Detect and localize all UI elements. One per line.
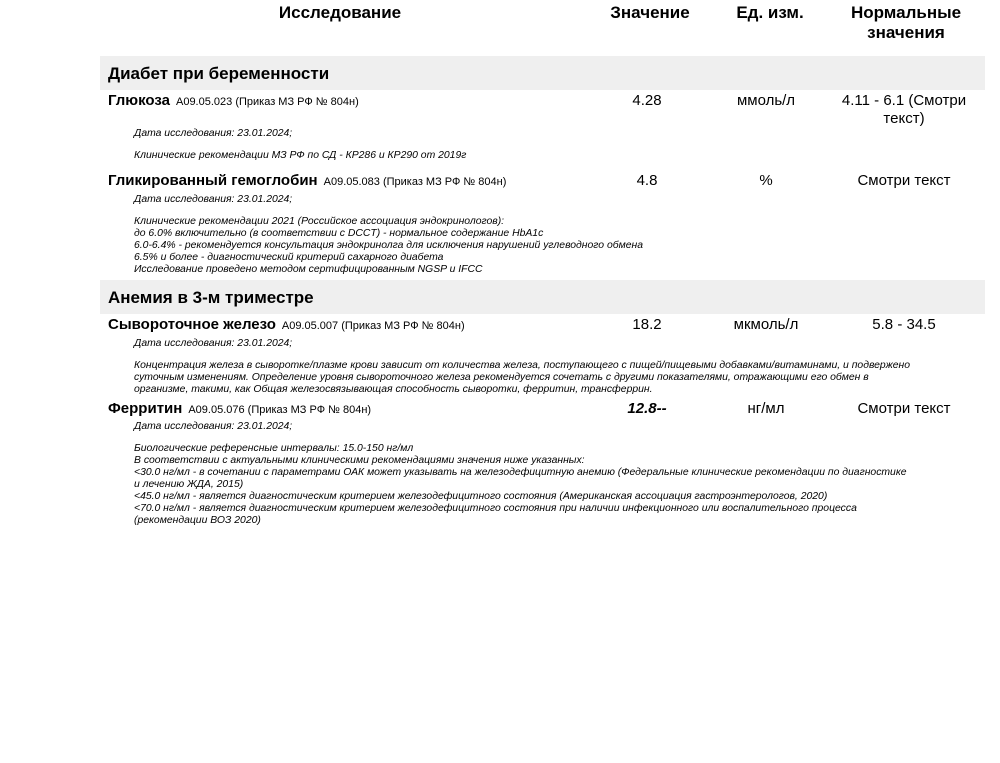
serum-iron-value: 18.2	[632, 316, 662, 333]
note-line: В соответствии с актуальными клиническими рекомендациями значения ниже указанных:	[134, 455, 585, 466]
note-line: до 6.0% включительно (в соответствии с DCCT) - нормальное содержание HbA1c	[134, 228, 544, 239]
ferritin-value: 12.8--	[627, 400, 667, 417]
serum-iron-date: Дата исследования: 23.01.2024;	[134, 338, 293, 349]
note-line: <70.0 нг/мл - является диагностическим критерием железодефицитного состояния при наличии инфекционного или воспалительного процесса	[134, 503, 857, 514]
test-title: Гликированный гемоглобин	[108, 172, 318, 189]
glucose-note: Клинические рекомендации МЗ РФ по СД - КР286 и КР290 от 2019г	[134, 150, 467, 161]
note-line: Клинические рекомендации 2021 (Российское ассоциация эндокринологов):	[134, 216, 505, 227]
note-line: <45.0 нг/мл - является диагностическим критерием железодефицитного состояния (Американская ассоциация гастроэнтерологов, 2020)	[134, 491, 828, 502]
glucose-norm-line2: текст)	[883, 110, 925, 127]
test-name-glucose	[108, 92, 359, 111]
hba1c-unit: %	[759, 172, 773, 189]
note-line: Биологические референсные интервалы: 15.0-150 нг/мл	[134, 443, 414, 454]
glucose-unit: ммоль/л	[736, 92, 796, 109]
test-name-ferritin	[108, 400, 371, 419]
glucose-value: 4.28	[632, 92, 662, 109]
note-line: Концентрация железа в сыворотке/плазме крови зависит от количества железа, поступающего с пищей/пищевыми добавками/витаминами, и подвержено	[134, 360, 911, 371]
test-title: Ферритин	[108, 400, 183, 417]
glucose-norm-line1: 4.11 - 6.1 (Смотри	[841, 92, 967, 109]
ferritin-notes	[134, 443, 984, 527]
note-line: суточным изменениям. Определение уровня сывороточного железа рекомендуется сочетать с другими показателями, отражающими его обмен в	[134, 372, 869, 383]
header-unit-column: Ед. изм.	[736, 3, 804, 22]
ferritin-norm: Смотри текст	[857, 400, 951, 417]
note-line: организме, такими, как Общая железосвязывающая способность сыворотки, ферритин, трансферрин.	[134, 384, 653, 395]
header-norm-line2: значения	[867, 23, 945, 42]
test-code: A09.05.076 (Приказ МЗ РФ № 804н)	[188, 404, 372, 416]
glucose-norm	[826, 92, 982, 128]
glucose-date: Дата исследования: 23.01.2024;	[134, 128, 293, 139]
ferritin-date: Дата исследования: 23.01.2024;	[134, 421, 293, 432]
test-code: A09.05.023 (Приказ МЗ РФ № 804н)	[175, 96, 359, 108]
test-code: A09.05.007 (Приказ МЗ РФ № 804н)	[281, 320, 465, 332]
serum-iron-notes	[134, 360, 984, 396]
note-line: <30.0 нг/мл - в сочетании с параметрами ОАК может указывать на железодефицитную анемию (Федеральные клинические рекомендации по диагностике	[134, 467, 907, 478]
header-norm-line1: Нормальные	[850, 3, 962, 22]
header-value-column: Значение	[610, 3, 690, 22]
note-line: 6.5% и более - диагностический критерий сахарного диабета	[134, 252, 444, 263]
test-name-serum-iron	[108, 316, 465, 335]
serum-iron-norm: 5.8 - 34.5	[872, 316, 936, 333]
section-title-diabetes: Диабет при беременности	[108, 64, 330, 83]
ferritin-unit: нг/мл	[747, 400, 785, 417]
hba1c-norm: Смотри текст	[857, 172, 951, 189]
test-title: Сывороточное железо	[108, 316, 276, 333]
test-title: Глюкоза	[108, 92, 170, 109]
serum-iron-unit: мкмоль/л	[733, 316, 799, 333]
note-line: 6.0-6.4% - рекомендуется консультация эндокринолга для исключения нарушений углеводного обмена	[134, 240, 643, 251]
header-norm-column	[826, 3, 986, 43]
hba1c-value: 4.8	[636, 172, 658, 189]
test-code: A09.05.083 (Приказ МЗ РФ № 804н)	[323, 176, 507, 188]
note-line: Исследование проведено методом сертифицированным NGSP и IFCC	[134, 264, 483, 275]
hba1c-notes	[134, 216, 984, 276]
section-title-anemia: Анемия в 3-м триместре	[108, 288, 314, 307]
note-line: (рекомендации ВОЗ 2020)	[134, 515, 261, 526]
hba1c-date: Дата исследования: 23.01.2024;	[134, 194, 293, 205]
note-line: и лечению ЖДА, 2015)	[134, 479, 244, 490]
test-name-hba1c	[108, 172, 506, 191]
header-test-column: Исследование	[278, 3, 402, 22]
